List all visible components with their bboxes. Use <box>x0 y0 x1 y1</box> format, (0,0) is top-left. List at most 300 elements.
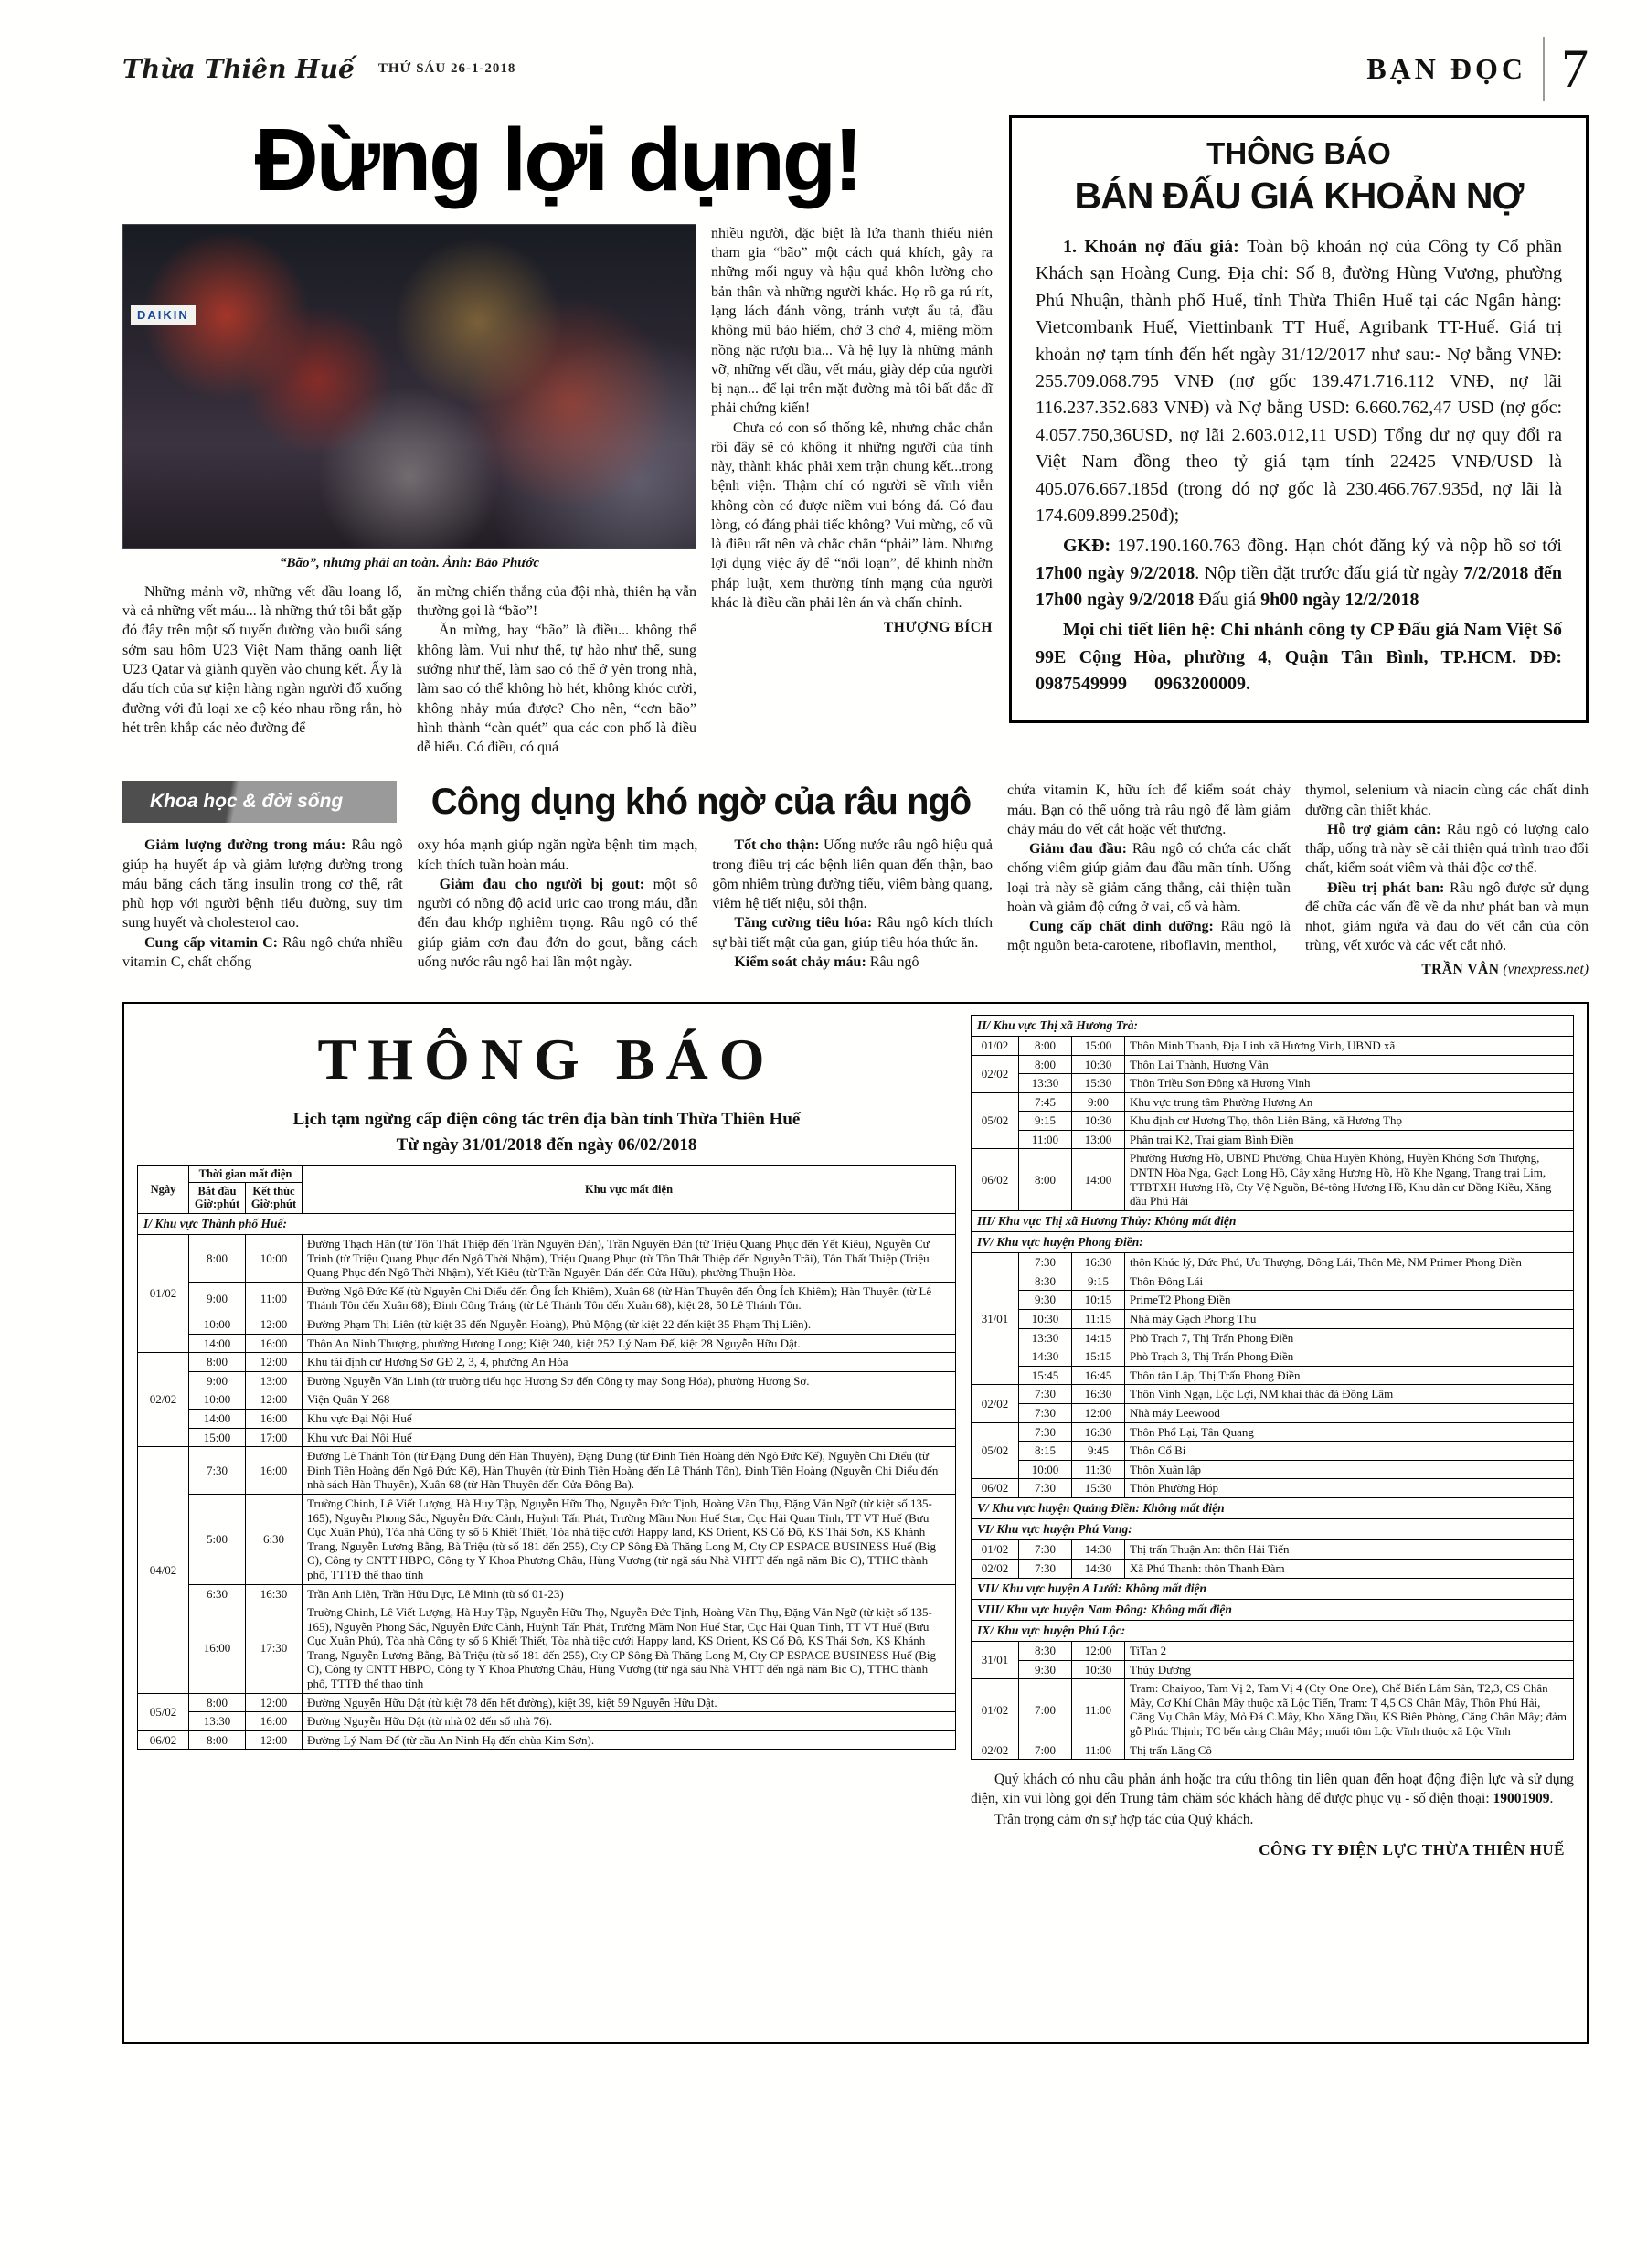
table-cell: 12:00 <box>246 1390 303 1410</box>
table-cell: 15:00 <box>189 1428 246 1447</box>
table-row <box>138 1428 956 1447</box>
table-cell: Đường Nguyễn Văn Linh (từ trường tiểu học Hương Sơ đến Công ty may Song Hóa), phường Hương Sơ. <box>303 1371 956 1390</box>
auction-body <box>1036 234 1562 698</box>
science-column-1 <box>122 836 403 972</box>
text: Trân trọng cảm ơn sự hợp tác của Quý khách. <box>994 1812 1254 1828</box>
article-figure <box>122 224 696 571</box>
outage-title: THÔNG BÁO <box>317 1026 776 1091</box>
table-cell: 10:00 <box>246 1235 303 1283</box>
bold-text: 1. Khoản nợ đấu giá: <box>1063 237 1248 257</box>
table-row <box>972 1679 1574 1741</box>
table-cell <box>972 1599 1574 1620</box>
table-cell: Thị trấn Thuận An: thôn Hải Tiến <box>1125 1540 1574 1560</box>
table-cell: 16:00 <box>246 1334 303 1353</box>
masthead <box>122 37 1589 101</box>
table-cell: 8:15 <box>1019 1442 1072 1461</box>
bold-text: 17h00 ngày 9/2/2018 <box>1036 562 1195 583</box>
table-cell: Nhà máy Leewood <box>1125 1403 1574 1422</box>
table-cell: 10:30 <box>1072 1112 1125 1131</box>
text: . Nộp tiền đặt trước đấu giá từ ngày <box>1195 562 1464 583</box>
table-cell: 8:30 <box>1019 1642 1072 1661</box>
table-cell <box>972 1620 1574 1641</box>
table-row <box>972 1036 1574 1055</box>
table-row <box>972 1385 1574 1404</box>
paragraph <box>1036 234 1562 529</box>
section-heading: VI/ Khu vực huyện Phú Vang: <box>977 1522 1132 1537</box>
table-row <box>138 1494 956 1584</box>
table-section-row <box>972 1620 1574 1641</box>
paragraph-lead: Tăng cường tiêu hóa: <box>734 915 873 932</box>
table-cell: 05/02 <box>138 1693 189 1730</box>
table-cell: Viện Quân Y 268 <box>303 1390 956 1410</box>
article-body <box>122 224 993 757</box>
photo-sign-label: DAIKIN <box>131 305 196 325</box>
table-cell: 16:45 <box>1072 1366 1125 1385</box>
auction-notice <box>1009 115 1589 723</box>
table-cell <box>972 1015 1574 1036</box>
paragraph: Chưa có con số thống kê, nhưng chắc chắn rồi đây sẽ có không ít những người của tỉnh này, thành khác phải xem trận chung kết...trong bệnh viện. Thậm chí có người sẽ vĩnh viễn không còn có được niềm vui bóng đá. Có đau lòng, có đáng phải tiếc không? Vui mừng, cổ vũ là điều rất nên và chắc chắn “phải” làm. Nhưng lợi dụng việc ấy để “nổi loạn”, để khinh nhờn pháp luật, xem thường tính mạng của người khác là điều cần phải lên án và chấn chỉnh. <box>711 420 993 611</box>
section-heading: IV/ Khu vực huyện Phong Điền: <box>977 1235 1143 1250</box>
section-heading: V/ Khu vực huyện Quảng Điền: <box>977 1500 1140 1515</box>
table-cell: 10:00 <box>189 1315 246 1335</box>
section-heading: II/ Khu vực Thị xã Hương Trà: <box>977 1017 1138 1032</box>
auction-title-line1: THÔNG BÁO <box>1206 136 1391 170</box>
table-cell: 17:30 <box>246 1603 303 1694</box>
table-row <box>972 1092 1574 1112</box>
paragraph: Kiểm soát chảy máu: Râu ngô <box>734 953 919 970</box>
table-cell: 02/02 <box>972 1055 1019 1092</box>
table-cell: 14:30 <box>1019 1347 1072 1367</box>
table-row <box>972 1310 1574 1329</box>
table-cell: 10:30 <box>1019 1310 1072 1329</box>
table-cell: Thôn Phổ Lại, Tân Quang <box>1125 1422 1574 1442</box>
table-cell: Trường Chinh, Lê Viết Lượng, Hà Huy Tập, Nguyễn Hữu Thọ, Nguyễn Đức Tịnh, Hoàng Văn Thụ, Đặng Văn Ngữ (từ kiệt số 135-165), Nguyễn Phong Sắc, Nguyễn Đức Cảnh, Huỳnh Tấn Phát, Trường Mầm Non Huế Star, Cục Hải Quan Tỉnh, TT VT Huế (Bưu Cục Xuân Phú), Tòa nhà Công ty số 6 Khiết Thiết, Tòa nhà tiệc cưới Happy land, KS Orient, KS Cố Đô, KS Thái Sơn, KS Khánh Trang, Nguyễn Lương Bằng, Bà Triệu (từ số 181 đến 255), Cty CP Sông Đà Thăng Long M, Cty CP ESPACE BUSINESS Huế (Big C), Công ty CNTT HBPO, Công ty Y Khoa Phương Châu, Hùng Vương (từ ngã sáu Nhà VHTT đến ngã năm Bic C), TTHC thành phố, TTTĐ thể thao tỉnh <box>303 1603 956 1694</box>
table-cell: 9:15 <box>1019 1112 1072 1131</box>
table-cell: Phò Trạch 7, Thị Trấn Phong Điền <box>1125 1328 1574 1347</box>
paragraph: thymol, selenium và niacin cùng các chất dinh dưỡng cần thiết khác. <box>1305 783 1589 818</box>
text: 197.190.160.763 đồng. Hạn chót đăng ký và nộp hồ sơ tới <box>1117 536 1562 557</box>
col-header-time-group: Thời gian mất điện <box>189 1165 303 1182</box>
table-row <box>138 1447 956 1495</box>
paragraph <box>1036 533 1562 613</box>
science-column-5 <box>1305 781 1589 955</box>
table-cell: Khu vực Đại Nội Huế <box>303 1409 956 1428</box>
paragraph-lead: Hỗ trợ giảm cân: <box>1327 821 1441 837</box>
science-columns-1-3 <box>122 836 993 972</box>
table-row <box>138 1371 956 1390</box>
col-header-start: Bắt đầu Giờ:phút <box>189 1183 246 1214</box>
table-row <box>972 1074 1574 1093</box>
article-left <box>122 224 696 757</box>
table-cell: Tram: Chaiyoo, Tam Vị 2, Tam Vị 4 (Cty One One), Chế Biến Lâm Sản, T2,3, CS Chân Mây, Cơ Khí Chân Mây thuộc xã Lộc Tiến, Tram: T 4,5 CS Chân Mây, Thôn Phú Hải, Căng Vụ Chân Mây, Mỏ Đá C.Mây, Kho Xăng Dầu, KS Biên Phòng, Căng Chân Mây; đảm gỗ Phúc Thịnh; TC bến cảng Chân Mây; muối tôm Lộc Vĩnh thuộc xã Lộc Vĩnh <box>1125 1679 1574 1741</box>
paragraph: Những mảnh vỡ, những vết dầu loang lổ, và cả những vết máu... là những thứ tôi bắt gặp đó đây trên một số tuyến đường vào buổi sáng sớm sau hôm U23 Việt Nam thắng oanh liệt U23 Qatar và giành quyền vào chung kết. Ấy là dấu tích của sự kiện hàng ngàn người đổ xuống đường với đủ loại xe cộ kéo nhau rồng rắn, hò hét trên khắp các nẻo đường để <box>122 583 402 736</box>
masthead-right <box>1366 37 1589 101</box>
table-cell: 02/02 <box>972 1741 1019 1760</box>
table-row <box>972 1291 1574 1310</box>
table-cell: 01/02 <box>138 1235 189 1353</box>
section-heading: I/ Khu vực Thành phố Huế: <box>143 1216 287 1230</box>
table-row <box>972 1366 1574 1385</box>
table-row <box>972 1642 1574 1661</box>
section-heading: VIII/ Khu vực huyện Nam Đông: <box>977 1602 1148 1616</box>
table-cell: 13:00 <box>1072 1130 1125 1149</box>
table-cell: 31/01 <box>972 1253 1019 1385</box>
outage-right <box>971 1015 1574 2028</box>
table-cell: 02/02 <box>972 1385 1019 1422</box>
table-row <box>138 1409 956 1428</box>
table-cell: Thôn Minh Thanh, Địa Linh xã Hương Vinh, UBND xã <box>1125 1036 1574 1055</box>
science-source: (vnexpress.net) <box>1499 961 1589 977</box>
table-cell: 7:45 <box>1019 1092 1072 1112</box>
table-cell: Thôn tân Lập, Thị Trấn Phong Điền <box>1125 1366 1574 1385</box>
table-cell: Nhà máy Gạch Phong Thu <box>1125 1310 1574 1329</box>
table-cell: 13:30 <box>1019 1328 1072 1347</box>
table-cell: 06/02 <box>972 1149 1019 1210</box>
table-cell: 10:30 <box>1072 1055 1125 1074</box>
section-note: Không mất điện <box>1151 1213 1237 1228</box>
text: Đấu giá <box>1194 590 1261 611</box>
table-cell: 01/02 <box>972 1540 1019 1560</box>
table-cell: Thị trấn Lăng Cô <box>1125 1741 1574 1760</box>
table-cell: 04/02 <box>138 1447 189 1694</box>
table-cell: 06/02 <box>138 1730 189 1750</box>
paragraph-lead: Giảm lượng đường trong máu: <box>144 837 346 854</box>
table-row <box>138 1693 956 1712</box>
outage-footer-note <box>971 1771 1574 1832</box>
section-heading: IX/ Khu vực huyện Phú Lộc: <box>977 1623 1126 1637</box>
table-cell: 11:30 <box>1072 1460 1125 1479</box>
table-cell: 01/02 <box>972 1679 1019 1741</box>
table-cell: 5:00 <box>189 1494 246 1584</box>
bold-text: GKĐ: <box>1063 536 1118 557</box>
table-row <box>972 1460 1574 1479</box>
table-cell: 7:30 <box>1019 1422 1072 1442</box>
table-cell: Thôn An Ninh Thượng, phường Hương Long; Kiệt 240, kiệt 252 Lý Nam Đế, kiệt 28 Nguyễn Hữu Dật. <box>303 1334 956 1353</box>
table-cell: Trần Anh Liên, Trần Hữu Dực, Lê Minh (từ số 01-23) <box>303 1584 956 1603</box>
table-cell: Đường Thạch Hãn (từ Tôn Thất Thiệp đến Trần Nguyên Đán), Trần Nguyên Đán (từ Triệu Quang Phục đến Yết Kiêu), Nguyễn Cư Trinh (từ Triệu Quang Phục đến Ngô Thời Nhậm), Triệu Quang Phục (từ Tôn Thất Thiệp đến Nguyễn Trãi), Tôn Thất Thiệp (Triệu Quang Phục đến Ngô Thời Nhậm), Yết Kiêu (từ Trần Nguyên Đán đến Cửa Hữu), phường Thuận Hòa. <box>303 1235 956 1283</box>
paragraph-lead: Tốt cho thận: <box>734 837 820 854</box>
science-header <box>122 781 993 823</box>
section-heading: VII/ Khu vực huyện A Lưới: <box>977 1581 1122 1595</box>
table-row <box>972 1479 1574 1498</box>
paragraph: nhiều người, đặc biệt là lứa thanh thiếu niên tham gia “bão” một cách quá khích, gây ra những mối nguy và hậu quả khôn lường cho bản thân và những người khác. Họ rồ ga rú rít, lạng lách đánh võng, tránh vượt ẩu tả, đầu không mũ bảo hiểm, chở 3 chở 4, miệng mồm nồng nặc rượu bia... Và hệ lụy là những mảnh vỡ, những vết dầu, vết máu, giày dép của người bị nạn... để lại trên mặt đường mà tôi bất đắc dĩ phải chứng kiến! <box>711 225 993 417</box>
table-cell: 8:00 <box>189 1693 246 1712</box>
table-row <box>972 1130 1574 1149</box>
issue-date: THỨ SÁU 26-1-2018 <box>377 60 516 76</box>
table-cell: 16:00 <box>246 1447 303 1495</box>
paragraph: oxy hóa mạnh giúp ngăn ngừa bệnh tim mạch, kích thích tuần hoàn máu. <box>417 837 698 873</box>
table-cell: 13:30 <box>1019 1074 1072 1093</box>
table-section-row <box>972 1578 1574 1599</box>
table-section-row <box>972 1232 1574 1253</box>
table-row <box>972 1112 1574 1131</box>
science-section <box>122 781 1589 977</box>
table-cell: 7:30 <box>1019 1253 1072 1272</box>
table-cell <box>972 1578 1574 1599</box>
table-cell: 9:00 <box>189 1282 246 1315</box>
table-cell <box>972 1232 1574 1253</box>
science-author: TRẦN VÂN <box>1421 961 1500 977</box>
paragraph: Hỗ trợ giảm cân: Râu ngô có lượng calo thấp, uống trà này sẽ cải thiện quá trình trao đổi chất, kiểm soát viêm và thải độc cơ thể. <box>1305 821 1589 877</box>
table-row <box>138 1353 956 1372</box>
table-cell: 17:00 <box>246 1428 303 1447</box>
paragraph: Giảm đau cho người bị gout: một số người có nồng độ acid uric cao trong máu, dẫn đến đau khớp nghiêm trọng. Râu ngô có thể giúp giảm cơn đau đớn do gout, bằng cách uống nước râu ngô hai lần một ngày. <box>417 876 698 970</box>
table-cell: Thôn Đông Lái <box>1125 1272 1574 1291</box>
table-cell: 12:00 <box>246 1315 303 1335</box>
table-row <box>138 1730 956 1750</box>
science-title: Công dụng khó ngờ của râu ngô <box>430 781 972 822</box>
paragraph <box>971 1811 1574 1830</box>
table-cell: 02/02 <box>972 1559 1019 1578</box>
table-cell: 7:00 <box>1019 1741 1072 1760</box>
table-cell <box>972 1497 1574 1518</box>
table-cell: 15:00 <box>1072 1036 1125 1055</box>
col-header-end: Kết thúc Giờ:phút <box>246 1183 303 1214</box>
table-cell: Khu tái định cư Hương Sơ GĐ 2, 3, 4, phường An Hòa <box>303 1353 956 1372</box>
table-cell: Phường Hương Hồ, UBND Phường, Chùa Huyền Không, Huyền Không Sơn Thượng, DNTN Hòa Nga, Gạch Long Hồ, Cây xăng Hương Hồ, Hồ Khe Ngang, Trang trại Lim, TTBTXH Hương Hồ, Cty Vệ Nguồn, Bê-tông Hương Hồ, Khu dân cư Đồng Kiều, Xăng dầu Phú Hải <box>1125 1149 1574 1210</box>
article-column-3 <box>711 224 993 612</box>
table-cell: 8:00 <box>189 1730 246 1750</box>
header-row-1 <box>138 1165 956 1182</box>
paragraph-lead: Điều trị phát ban: <box>1327 879 1445 896</box>
outage-table-left <box>137 1165 956 1751</box>
table-cell: Khu vực trung tâm Phường Hương An <box>1125 1092 1574 1112</box>
table-cell <box>972 1519 1574 1540</box>
company-name: CÔNG TY ĐIỆN LỰC THỪA THIÊN HUẾ <box>1259 1840 1565 1858</box>
table-cell: Xã Phú Thanh: thôn Thanh Đàm <box>1125 1559 1574 1578</box>
article-columns-1-2 <box>122 582 696 757</box>
table-row <box>972 1055 1574 1074</box>
bold-text: 7/2/2018 đến 17h00 ngày 9/2/2018 <box>1036 562 1562 611</box>
science-column-2 <box>418 836 698 972</box>
table-row <box>972 1253 1574 1272</box>
table-cell: 8:00 <box>1019 1036 1072 1055</box>
table-cell: PrimeT2 Phong Điền <box>1125 1291 1574 1310</box>
table-row <box>138 1584 956 1603</box>
paragraph: Điều trị phát ban: Râu ngô được sử dụng để chữa các vấn đề về da như phát ban và mụn nhọt, giảm ngứa và đau do vết cắn của côn trùng, vết xước và các vết cắt nhỏ. <box>1305 879 1589 954</box>
table-cell: Thôn Lại Thành, Hương Vân <box>1125 1055 1574 1074</box>
table-cell: 11:00 <box>1019 1130 1072 1149</box>
table-cell: 15:30 <box>1072 1479 1125 1498</box>
outage-subtitle-1: Lịch tạm ngừng cấp điện công tác trên địa bàn tỉnh Thừa Thiên Huế <box>292 1109 801 1129</box>
table-cell: 16:30 <box>246 1584 303 1603</box>
table-cell: 7:30 <box>1019 1385 1072 1404</box>
section-note: Không mất điện <box>1140 1500 1225 1515</box>
table-row <box>972 1422 1574 1442</box>
science-column-4 <box>1007 781 1291 977</box>
text: Toàn bộ khoản nợ của Công ty Cổ phần Khách sạn Hoàng Cung. Địa chỉ: Số 8, đường Hùng Vương, phường Phú Nhuận, thành phố Huế, tỉnh Thừa Thiên Huế tại các Ngân hàng: Vietcombank Huế, Viettinbank TT Huế, Agribank TT-Huế. Giá trị khoản nợ tạm tính đến hết ngày 31/12/2017 như sau:- Nợ bằng VNĐ: 255.709.068.795 VNĐ (nợ gốc 139.471.716.112 VNĐ, nợ lãi 116.237.352.683 VNĐ) và Nợ bằng USD: 6.660.762,47 USD (nợ gốc: 4.057.750,36USD, nợ lãi 2.603.012,11 USD) Tổng dư nợ quy đổi ra Việt Nam đồng theo tỷ giá tạm tính 22425 VNĐ/USD là 405.076.667.185đ (trong đó nợ gốc là 230.466.767.935đ, nợ lãi là 174.609.899.250đ); <box>1036 237 1562 526</box>
article-column-2 <box>417 582 696 757</box>
table-cell: Thôn Vinh Ngạn, Lộc Lợi, NM khai thác đá Đồng Lâm <box>1125 1385 1574 1404</box>
table-cell: 12:00 <box>246 1353 303 1372</box>
paragraph-lead: Cung cấp vitamin C: <box>144 934 279 951</box>
article-headline: Đừng lợi dụng! <box>254 110 861 209</box>
table-section-row <box>972 1015 1574 1036</box>
table-row <box>972 1559 1574 1578</box>
table-row <box>972 1328 1574 1347</box>
table-cell: Đường Ngô Đức Kế (từ Nguyễn Chi Diểu đến Ông Ích Khiêm), Xuân 68 (từ Hàn Thuyên đến Ông Ích Khiêm); Hàn Thuyên (từ Lê Thánh Tôn đến Xuân 68); Đinh Công Tráng (từ Lê Thánh Tôn đến Xuân 68), kiệt 28, 50 Lê Thánh Tôn. <box>303 1282 956 1315</box>
paragraph: Tăng cường tiêu hóa: Râu ngô kích thích sự bài tiết mật của gan, giúp tiêu hóa thức ăn. <box>712 915 994 951</box>
auction-title-line2: BÁN ĐẤU GIÁ KHOẢN NỢ <box>1074 175 1524 217</box>
col-header-area: Khu vực mất điện <box>303 1165 956 1213</box>
table-cell: TiTan 2 <box>1125 1642 1574 1661</box>
table-cell: 9:30 <box>1019 1291 1072 1310</box>
table-cell: Thủy Dương <box>1125 1660 1574 1679</box>
table-row <box>138 1603 956 1694</box>
table-section-row <box>138 1213 956 1234</box>
table-row <box>972 1660 1574 1679</box>
table-section-row <box>972 1210 1574 1231</box>
paragraph: Cung cấp vitamin C: Râu ngô chứa nhiều vitamin C, chất chống <box>122 934 403 970</box>
table-cell: 9:30 <box>1019 1660 1072 1679</box>
table-section-row <box>972 1497 1574 1518</box>
table-cell: 9:00 <box>1072 1092 1125 1112</box>
table-cell <box>972 1210 1574 1231</box>
table-cell: 15:15 <box>1072 1347 1125 1367</box>
table-cell: 14:30 <box>1072 1540 1125 1560</box>
table-cell: 8:00 <box>1019 1149 1072 1210</box>
table-cell: 31/01 <box>972 1642 1019 1679</box>
table-cell: 11:00 <box>1072 1679 1125 1741</box>
table-cell: 7:30 <box>1019 1559 1072 1578</box>
table-cell: 12:00 <box>1072 1403 1125 1422</box>
masthead-left <box>122 54 515 84</box>
table-cell: 12:00 <box>1072 1642 1125 1661</box>
table-cell: 8:00 <box>1019 1055 1072 1074</box>
table-cell: 6:30 <box>189 1584 246 1603</box>
paragraph-lead: Giảm đau cho người bị gout: <box>439 876 645 892</box>
table-cell: 10:00 <box>189 1390 246 1410</box>
table-cell: Khu vực Đại Nội Huế <box>303 1428 956 1447</box>
table-cell: 14:15 <box>1072 1328 1125 1347</box>
table-row <box>972 1741 1574 1760</box>
science-rubric: Khoa học & đời sống <box>122 781 397 823</box>
outage-subtitle-2: Từ ngày 31/01/2018 đến ngày 06/02/2018 <box>396 1134 697 1155</box>
table-cell: 10:15 <box>1072 1291 1125 1310</box>
table-cell: 16:00 <box>189 1603 246 1694</box>
table-cell: Đường Nguyễn Hữu Dật (từ nhà 02 đến số nhà 76). <box>303 1712 956 1731</box>
table-section-row <box>972 1599 1574 1620</box>
table-cell: 05/02 <box>972 1422 1019 1479</box>
article-column-1 <box>122 582 402 757</box>
article-photo <box>122 224 696 549</box>
table-cell: 11:15 <box>1072 1310 1125 1329</box>
paragraph-lead: Giảm đau đầu: <box>1029 841 1127 857</box>
table-cell: 11:00 <box>1072 1741 1125 1760</box>
table-cell: 14:00 <box>189 1409 246 1428</box>
section-title: BẠN ĐỌC <box>1366 51 1526 85</box>
science-column-5-wrap <box>1305 781 1589 977</box>
paragraph: Giảm đau đầu: Râu ngô có chứa các chất chống viêm giúp giảm đau đầu mãn tính. Uống loại trà này sẽ giảm căng thẳng, cải thiện tuần hoàn và giảm độ cứng ở vai, cổ và hàm. <box>1007 841 1291 915</box>
newspaper-logo: Thừa Thiên Huế <box>122 53 355 84</box>
table-cell: 16:00 <box>246 1409 303 1428</box>
table-cell: 14:00 <box>1072 1149 1125 1210</box>
table-cell <box>138 1213 956 1234</box>
table-cell: 16:30 <box>1072 1422 1125 1442</box>
paragraph <box>1036 617 1562 697</box>
table-cell: 16:00 <box>246 1712 303 1731</box>
table-cell: 05/02 <box>972 1092 1019 1149</box>
table-row <box>972 1403 1574 1422</box>
table-cell: 8:30 <box>1019 1272 1072 1291</box>
table-cell: 14:00 <box>189 1334 246 1353</box>
table-cell: 8:00 <box>189 1235 246 1283</box>
table-section-row <box>972 1519 1574 1540</box>
article-signature: THƯỢNG BÍCH <box>883 620 993 636</box>
text: Quý khách có nhu cầu phản ánh hoặc tra cứu thông tin liên quan đến hoạt động điện lực và sử dụng điện, xin vui lòng gọi đến Trung tâm chăm sóc khách hàng để được phục vụ - số điện thoại: <box>971 1772 1574 1807</box>
paragraph-lead: Cung cấp chất dinh dưỡng: <box>1029 919 1214 935</box>
table-cell: Thôn Cổ Bi <box>1125 1442 1574 1461</box>
paragraph: Cung cấp chất dinh dưỡng: Râu ngô là một nguồn beta-carotene, riboflavin, menthol, <box>1007 919 1291 954</box>
table-cell: Đường Nguyễn Hữu Dật (từ kiệt 78 đến hết đường), kiệt 39, kiệt 59 Nguyễn Hữu Dật. <box>303 1693 956 1712</box>
table-cell: 9:15 <box>1072 1272 1125 1291</box>
science-signature <box>1305 962 1589 978</box>
table-row <box>138 1235 956 1283</box>
table-row <box>972 1347 1574 1367</box>
table-cell: Phân trại K2, Trại giam Bình Điền <box>1125 1130 1574 1149</box>
table-cell: 13:00 <box>246 1371 303 1390</box>
top-row <box>122 110 1589 757</box>
table-cell: 06/02 <box>972 1479 1019 1498</box>
section-heading: III/ Khu vực Thị xã Hương Thủy: <box>977 1213 1152 1228</box>
table-cell: thôn Khúc lý, Đức Phú, Ưu Thượng, Đông Lái, Thôn Mè, NM Primer Phong Điền <box>1125 1253 1574 1272</box>
paragraph-lead: Kiểm soát chảy máu: <box>734 953 866 970</box>
page-number-divider <box>1543 37 1545 101</box>
table-cell: 12:00 <box>246 1730 303 1750</box>
table-row <box>972 1272 1574 1291</box>
paragraph: Tốt cho thận: Uống nước râu ngô hiệu quả trong điều trị các bệnh liên quan đến thận, bao gồm nhiễm trùng đường tiểu, viêm bàng quang, viêm hệ tiết niệu, sỏi thận. <box>712 837 994 912</box>
paragraph: ăn mừng chiến thắng của đội nhà, thiên hạ vẫn thường gọi là “bão”! <box>417 583 696 620</box>
table-row <box>138 1282 956 1315</box>
table-cell: 15:30 <box>1072 1074 1125 1093</box>
table-cell: Thôn Xuân lập <box>1125 1460 1574 1479</box>
table-cell: Trường Chinh, Lê Viết Lượng, Hà Huy Tập, Nguyễn Hữu Thọ, Nguyễn Đức Tịnh, Hoàng Văn Thụ, Đặng Văn Ngữ (từ kiệt số 135-165), Nguyễn Phong Sắc, Nguyễn Đức Cảnh, Huỳnh Tấn Phát, Trường Mầm Non Huế Star, Cục Hải Quan Tỉnh, TT VT Huế (Bưu Cục Xuân Phú), Tòa nhà Công ty số 6 Khiết Thiết, Tòa nhà tiệc cưới Happy land, KS Orient, KS Cố Đô, KS Thái Sơn, KS Khánh Trang, Nguyễn Lương Bằng, Bà Triệu (từ số 181 đến 255), Cty CP Sông Đà Thăng Long M, Cty CP ESPACE BUSINESS Huế (Big C), Công ty CNTT HBPO, Công ty Y Khoa Phương Châu, Hùng Vương (từ ngã sáu Nhà VHTT đến ngã năm Bic C), TTHC thành phố, TTTĐ thể thao tỉnh <box>303 1494 956 1584</box>
main-article <box>122 110 993 757</box>
table-cell: Thôn Triều Sơn Đông xã Hương Vinh <box>1125 1074 1574 1093</box>
table-row <box>972 1149 1574 1210</box>
table-row <box>972 1540 1574 1560</box>
table-cell: 15:45 <box>1019 1366 1072 1385</box>
table-row <box>138 1712 956 1731</box>
page-number: 7 <box>1561 38 1589 99</box>
table-cell: 11:00 <box>246 1282 303 1315</box>
table-cell: Đường Lý Nam Đế (từ cầu An Ninh Hạ đến chùa Kim Sơn). <box>303 1730 956 1750</box>
bold-text: 9h00 ngày 12/2/2018 <box>1260 590 1419 611</box>
photo-caption: “Bão”, nhưng phải an toàn. Ảnh: Bảo Phước <box>279 555 540 570</box>
outage-table-right <box>971 1015 1574 1761</box>
table-cell: Thôn Phường Hóp <box>1125 1479 1574 1498</box>
table-cell: 14:30 <box>1072 1559 1125 1578</box>
paragraph <box>971 1771 1574 1809</box>
science-left <box>122 781 993 977</box>
table-cell: 02/02 <box>138 1353 189 1447</box>
table-cell: 7:30 <box>1019 1479 1072 1498</box>
table-cell: 7:30 <box>1019 1403 1072 1422</box>
outage-left <box>137 1015 956 2028</box>
table-row <box>138 1334 956 1353</box>
outage-table-header <box>138 1165 956 1213</box>
science-column-3 <box>712 836 993 972</box>
table-cell: 16:30 <box>1072 1253 1125 1272</box>
table-row <box>138 1315 956 1335</box>
table-cell: 01/02 <box>972 1036 1019 1055</box>
table-cell: 8:00 <box>189 1353 246 1372</box>
text: . <box>1549 1791 1554 1807</box>
table-cell: Khu định cư Hương Thọ, thôn Liên Bằng, xã Hương Thọ <box>1125 1112 1574 1131</box>
outage-notice <box>122 1002 1589 2044</box>
science-columns-4-5 <box>1007 781 1589 977</box>
table-cell: 7:30 <box>1019 1540 1072 1560</box>
